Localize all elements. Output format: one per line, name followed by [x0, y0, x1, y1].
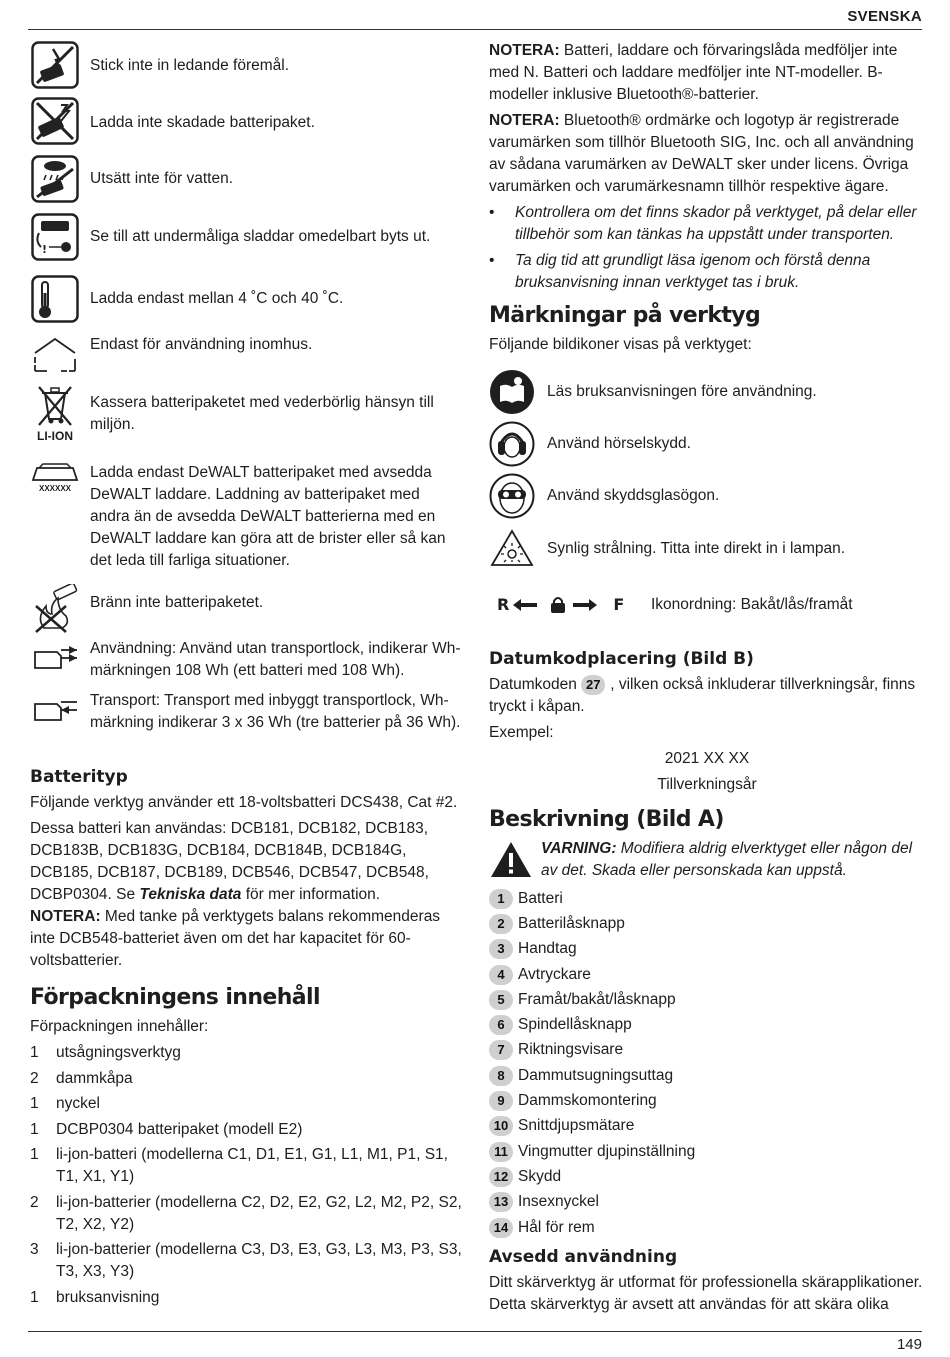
warning-icon — [489, 840, 533, 880]
icon-row-text: Se till att undermåliga sladdar omedelbart byts ut. — [90, 228, 431, 245]
list-item: 5 Framåt/bakåt/låsknapp — [489, 987, 925, 1012]
direction-icon-text: Ikonordning: Bakåt/lås/framåt — [651, 596, 853, 613]
dewalt-charger-icon — [30, 462, 80, 506]
callout-badge: 7 — [489, 1040, 513, 1060]
header-rule — [28, 29, 922, 30]
list-item: 13 Insexnyckel — [489, 1190, 925, 1215]
list-item: 14 Hål för rem — [489, 1215, 925, 1240]
list-item: 3 Handtag — [489, 937, 925, 962]
callout-badge: 27 — [581, 675, 605, 695]
intended-use-heading: Avsedd användning — [489, 1247, 678, 1268]
replace-cords-icon — [30, 212, 80, 262]
left-column — [30, 40, 462, 1312]
tech-data-reference: Tekniska data — [139, 886, 242, 903]
list-item: 1 Batteri — [489, 886, 925, 911]
callout-badge: 11 — [489, 1142, 513, 1162]
callout-badge: 13 — [489, 1192, 513, 1212]
list-item: 10 Snittdjupsmätare — [489, 1114, 925, 1139]
callout-badge: 1 — [489, 889, 513, 909]
direction-switch-icon: R F — [497, 595, 625, 614]
direction-icon-row — [489, 576, 925, 634]
list-item: 11 Vingmutter djupinställning — [489, 1139, 925, 1164]
callout-badge: 6 — [489, 1015, 513, 1035]
example-value: 2021 XX XX — [664, 750, 750, 767]
list-item: 2 dammkåpa — [30, 1069, 133, 1087]
callout-badge: 5 — [489, 990, 513, 1010]
icon-row-text: Stick inte in ledande föremål. — [90, 57, 290, 74]
icon-row — [489, 470, 925, 522]
icon-row-text: Transport: Transport med inbyggt transportlock, Wh-märkning indikerar 3 x 36 Wh (tre batterier på 36 Wh). — [90, 692, 461, 731]
icon-row-text: Kassera batteripaketet med vederbörlig hänsyn till miljön. — [90, 394, 434, 433]
list-item: 1 bruksanvisning — [30, 1288, 160, 1306]
list-item: 2 Batterilåsknapp — [489, 911, 925, 936]
icon-row — [30, 584, 462, 638]
icon-row-text: Läs bruksanvisningen före användning. — [547, 383, 817, 400]
list-item: • Kontrollera om det finns skador på verktyget, på delar eller tillbehör som kan tänkas ha uppstått under transporten. — [489, 204, 917, 243]
date-code-paragraph: Datumkoden 27 , vilken också inkluderar tillverkningsår, finns tryckt i kåpan. — [489, 676, 916, 715]
icon-row — [30, 690, 462, 760]
icon-row-text: Ladda endast mellan 4 ˚C och 40 ˚C. — [90, 290, 344, 307]
icon-row — [30, 154, 462, 212]
icon-row — [30, 40, 462, 96]
icon-row — [30, 330, 462, 378]
no-damaged-battery-icon — [30, 96, 80, 146]
list-item: 2 li-jon-batterier (modellerna C2, D2, E2, G2, L2, M2, P2, S2, T2, X2, Y2) — [30, 1193, 462, 1233]
list-item: 12 Skydd — [489, 1164, 925, 1189]
example-caption: Tillverkningsår — [657, 776, 757, 793]
warning-text: VARNING: Modifiera aldrig elverktyget eller någon del av det. Skada eller personskada kan uppstå. — [541, 840, 913, 879]
package-list — [30, 1042, 462, 1309]
icon-row-text: Bränn inte batteripaketet. — [90, 594, 264, 611]
transport-mode-icon — [30, 690, 80, 730]
list-item: 6 Spindellåsknapp — [489, 1012, 925, 1037]
callout-badge: 10 — [489, 1116, 513, 1136]
list-item: 7 Riktningsvisare — [489, 1038, 925, 1063]
callout-badge: 12 — [489, 1167, 513, 1187]
icon-row — [30, 212, 462, 274]
list-item: 8 Dammutsugningsuttag — [489, 1063, 925, 1088]
battery-type-paragraph: Följande verktyg använder ett 18-voltsbatteri DCS438, Cat #2. — [30, 794, 458, 811]
date-code-heading: Datumkodplacering (Bild B) — [489, 649, 754, 669]
visible-radiation-icon — [489, 526, 535, 572]
package-heading: Förpackningens innehåll — [30, 985, 320, 1010]
temperature-icon — [30, 274, 80, 324]
check-bullets — [489, 202, 925, 294]
charger-code-label: XXXXXX — [38, 484, 71, 493]
no-water-icon — [30, 154, 80, 204]
eye-protection-icon — [489, 473, 535, 519]
svg-text:!: ! — [42, 243, 48, 256]
callout-badge: 3 — [489, 939, 513, 959]
section-language-label: SVENSKA — [847, 8, 922, 25]
list-item: 1 utsågningsverktyg — [30, 1044, 181, 1061]
icon-row — [30, 274, 462, 330]
battery-compat-paragraph: Dessa batteri kan användas: DCB181, DCB182, DCB183, DCB183B, DCB183G, DCB184, DCB184B, DCB184G, DCB185, DCB187, DCB189, DCB546, DCB547, DCB548, DCBP0304. Se Tekniska data för mer information. NOTERA: Med tanke på verktygets balans rekommenderas inte DCB548-batteriet även om det har kapacitet för 60-voltsbatterier. — [30, 820, 441, 969]
note-included-items: NOTERA: Batteri, laddare och förvaringslåda medföljer inte med N. Batteri och laddare medföljer inte NT-modeller. B-modeller inklusive Bluetooth®-batterier. — [489, 42, 898, 103]
icon-row-text: Använd hörselskydd. — [547, 435, 691, 452]
icon-row-text: Ladda endast DeWALT batteripaket med avsedda DeWALT laddare. Laddning av batteripaket med andra än de avsedda DeWALT batterierna med en DeWALT laddare kan göra att de brister eller så kan det leda till farliga situationer. — [90, 464, 446, 569]
description-heading: Beskrivning (Bild A) — [489, 807, 724, 832]
icon-row-text: Utsätt inte för vatten. — [90, 170, 234, 187]
icon-row — [489, 366, 925, 418]
icon-row — [489, 522, 925, 576]
note-bluetooth-trademark: NOTERA: Bluetooth® ordmärke och logotyp är registrerade varumärken som tillhör Bluetooth SIG, Inc. och all användning av sådana varumärken av DeWALT sker under licens. Övriga varumärken och varumärkesnamn tillhör respektive ägare. — [489, 112, 914, 195]
icon-row — [30, 462, 462, 580]
callout-badge: 2 — [489, 914, 513, 934]
usage-mode-icon — [30, 638, 80, 678]
callout-badge: 4 — [489, 965, 513, 985]
icon-row — [489, 418, 925, 470]
example-label: Exempel: — [489, 724, 554, 741]
list-item: • Ta dig tid att grundligt läsa igenom och förstå denna bruksanvisning innan verktyget tas i bruk. — [489, 252, 871, 291]
markings-heading: Märkningar på verktyg — [489, 303, 761, 328]
icon-row-text: Använd skyddsglasögon. — [547, 487, 720, 504]
warning-block — [489, 838, 925, 882]
list-item: 3 li-jon-batterier (modellerna C3, D3, E3, G3, L3, M3, P3, S3, T3, X3, Y3) — [30, 1241, 462, 1280]
icon-row — [30, 378, 462, 462]
list-item: 1 DCBP0304 batteripaket (modell E2) — [30, 1120, 303, 1138]
footer-rule — [28, 1331, 922, 1332]
list-item: 1 li-jon-batteri (modellerna C1, D1, E1, G1, L1, M1, P1, S1, T1, X1, Y1) — [30, 1146, 448, 1185]
icon-row-text: Endast för användning inomhus. — [90, 336, 313, 353]
indoor-use-icon — [30, 330, 80, 380]
icon-row — [30, 96, 462, 154]
right-column — [489, 40, 925, 1320]
icon-row-text: Synlig strålning. Titta inte direkt in i lampan. — [547, 540, 846, 557]
no-conductive-objects-icon — [30, 40, 80, 90]
hearing-protection-icon — [489, 421, 535, 467]
icon-row — [30, 638, 462, 690]
list-item: 1 nyckel — [30, 1095, 100, 1112]
package-intro: Förpackningen innehåller: — [30, 1018, 209, 1035]
callout-badge: 9 — [489, 1091, 513, 1111]
callout-badge: 14 — [489, 1218, 513, 1238]
no-incinerate-icon — [30, 584, 80, 634]
battery-type-heading: Batterityp — [30, 767, 128, 787]
intended-use-paragraph: Ditt skärverktyg är utformat för professionella skärapplikationer. Detta skärverktyg är avsett att användas för att skära olika — [489, 1274, 923, 1314]
callout-badge: 8 — [489, 1066, 513, 1086]
list-item: 9 Dammskomontering — [489, 1088, 925, 1113]
read-manual-icon — [489, 369, 535, 415]
markings-intro: Följande bildikoner visas på verktyget: — [489, 336, 752, 353]
parts-list — [489, 886, 925, 1240]
icon-row-text: Ladda inte skadade batteripaket. — [90, 114, 315, 131]
list-item: 4 Avtryckare — [489, 962, 925, 987]
battery-disposal-icon — [30, 378, 80, 448]
icon-row-text: Användning: Använd utan transportlock, indikerar Wh-märkningen 108 Wh (ett batteri med 108 Wh). — [90, 640, 461, 679]
page-number: 149 — [896, 1336, 922, 1353]
li-ion-label: LI-ION — [37, 429, 73, 443]
